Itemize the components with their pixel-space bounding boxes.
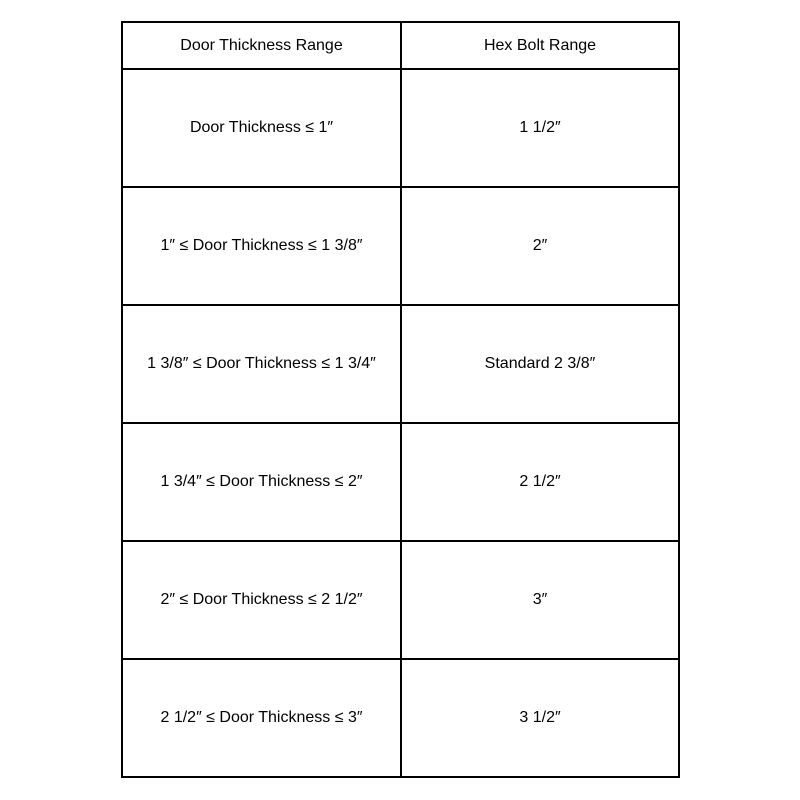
table-row: [122, 187, 679, 305]
door-thickness-cell: 1 3/4″ ≤ Door Thickness ≤ 2″: [122, 423, 401, 541]
table-row: [122, 69, 679, 187]
hex-bolt-cell: 2″: [401, 187, 679, 305]
door-thickness-cell: 1″ ≤ Door Thickness ≤ 1 3/8″: [122, 187, 401, 305]
hex-bolt-cell: Standard 2 3/8″: [401, 305, 679, 423]
hex-bolt-cell: 1 1/2″: [401, 69, 679, 187]
door-thickness-cell: 2″ ≤ Door Thickness ≤ 2 1/2″: [122, 541, 401, 659]
door-thickness-cell: 1 3/8″ ≤ Door Thickness ≤ 1 3/4″: [122, 305, 401, 423]
table-row: [122, 305, 679, 423]
door-thickness-cell: 2 1/2″ ≤ Door Thickness ≤ 3″: [122, 659, 401, 777]
hex-bolt-cell: 3″: [401, 541, 679, 659]
door-thickness-cell: Door Thickness ≤ 1″: [122, 69, 401, 187]
table-row: [122, 541, 679, 659]
table-row: [122, 423, 679, 541]
hex-bolt-cell: 2 1/2″: [401, 423, 679, 541]
header-row: [122, 22, 679, 69]
header-door-thickness-range: Door Thickness Range: [122, 22, 401, 69]
table-row: [122, 659, 679, 777]
door-bolt-table: [121, 21, 680, 778]
hex-bolt-cell: 3 1/2″: [401, 659, 679, 777]
header-hex-bolt-range: Hex Bolt Range: [401, 22, 679, 69]
